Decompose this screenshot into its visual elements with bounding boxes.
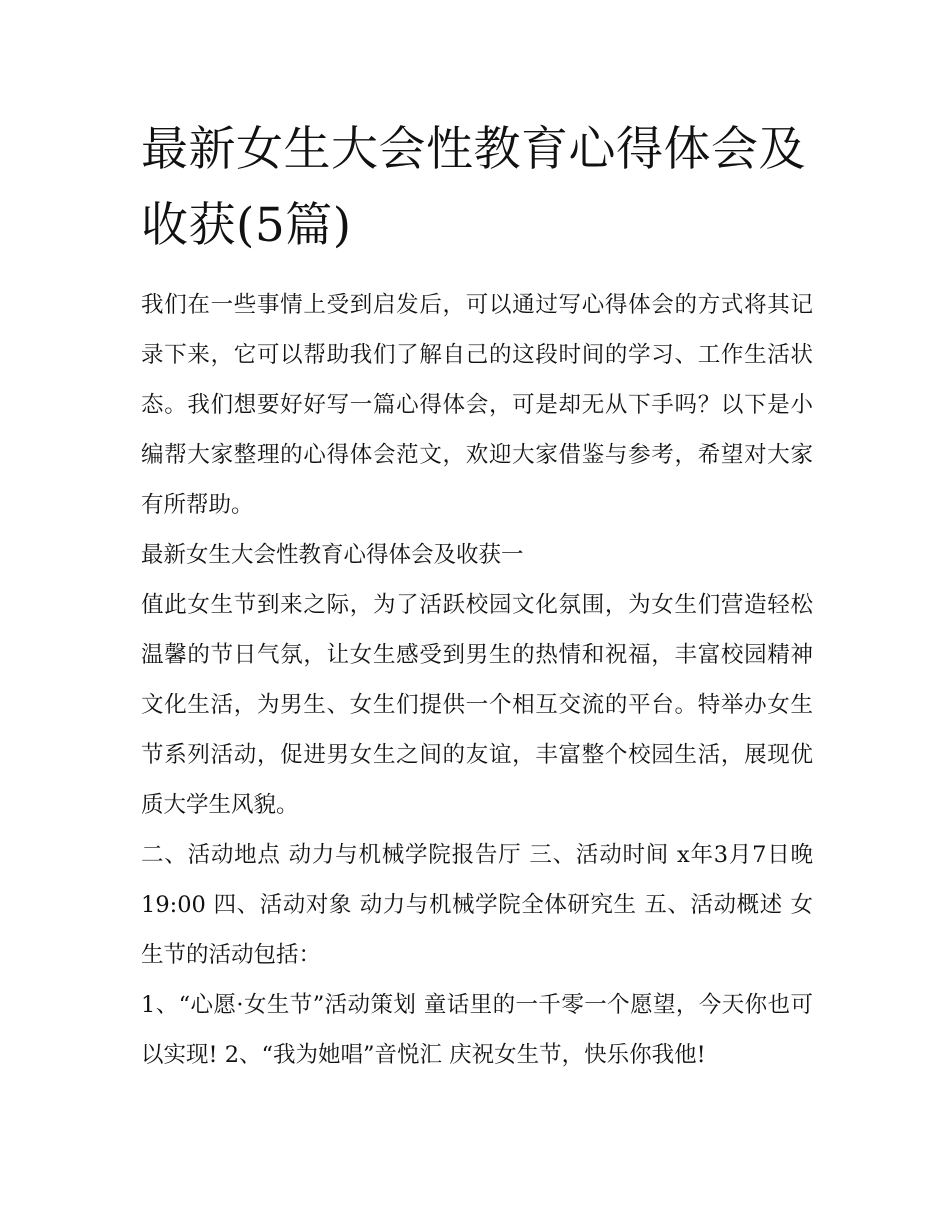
intro-paragraph: 我们在一些事情上受到启发后，可以通过写心得体会的方式将其记录下来，它可以帮助我们了解自己的这段时间的学习、工作生活状态。我们想要好好写一篇心得体会，可是却无从下手吗？以下是小编帮大家整理的心得体会范文，欢迎大家借鉴与参考，希望对大家有所帮助。 [141, 292, 813, 518]
activity-details-paragraph: 二、活动地点 动力与机械学院报告厅 三、活动时间 x年3月7日晚19:00 四、活动对象 动力与机械学院全体研究生 五、活动概述 女生节的活动包括： [141, 842, 813, 968]
document-body [141, 112, 813, 1080]
section-heading: 最新女生大会性教育心得体会及收获一 [141, 542, 524, 568]
document-title: 最新女生大会性教育心得体会及收获(5篇) [141, 122, 806, 253]
body-paragraph: 值此女生节到来之际，为了活跃校园文化氛围，为女生们营造轻松温馨的节日气氛，让女生感受到男生的热情和祝福，丰富校园精神文化生活，为男生、女生们提供一个相互交流的平台。特举办女生节系列活动，促进男女生之间的友谊，丰富整个校园生活，展现优质大学生风貌。 [141, 592, 813, 818]
activity-list-paragraph: 1、“心愿·女生节”活动策划 童话里的一千零一个愿望，今天你也可以实现! 2、“我为她唱”音悦汇 庆祝女生节，快乐你我他! [141, 992, 813, 1068]
